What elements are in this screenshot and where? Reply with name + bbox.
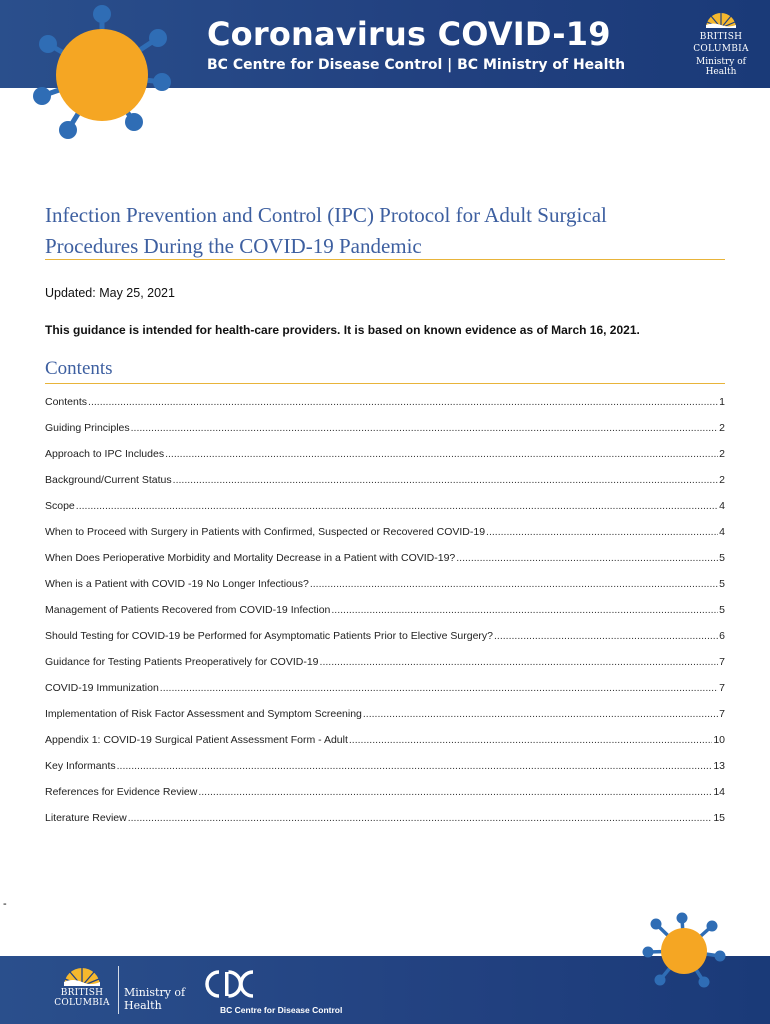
toc-leader xyxy=(331,604,718,616)
toc-page: 6 xyxy=(719,630,725,642)
toc-label[interactable]: Management of Patients Recovered from COVID-19 Infection xyxy=(45,604,331,616)
updated-date: Updated: May 25, 2021 xyxy=(45,286,175,300)
toc-page: 2 xyxy=(719,474,725,486)
toc-label[interactable]: Key Informants xyxy=(45,760,116,772)
toc-label[interactable]: Guidance for Testing Patients Preoperatively for COVID-19 xyxy=(45,656,319,668)
toc-page: 7 xyxy=(719,708,725,720)
toc-entry[interactable] xyxy=(45,604,725,630)
toc-label[interactable]: When is a Patient with COVID -19 No Longer Infectious? xyxy=(45,578,309,590)
toc-entry[interactable] xyxy=(45,734,725,760)
small-virus-icon xyxy=(636,906,736,988)
contents-heading: Contents xyxy=(45,358,113,379)
toc-entry[interactable] xyxy=(45,552,725,578)
footer-ministry-line2: Health xyxy=(124,999,162,1012)
toc-label[interactable]: Background/Current Status xyxy=(45,474,172,486)
toc-leader xyxy=(76,500,718,512)
bc-logo-line1: BRITISH xyxy=(699,32,743,42)
footer-cdc-name: BC Centre for Disease Control xyxy=(220,1005,343,1015)
toc-page: 15 xyxy=(713,812,725,824)
toc-entry[interactable] xyxy=(45,656,725,682)
footer-bc-logo xyxy=(50,962,114,1018)
toc-label[interactable]: Should Testing for COVID-19 be Performed for Asymptomatic Patients Prior to Elective Surgery? xyxy=(45,630,494,642)
bc-sun-icon xyxy=(704,8,738,30)
footer-bc-line1: BRITISH xyxy=(60,988,104,998)
toc-label[interactable]: COVID-19 Immunization xyxy=(45,682,159,694)
toc-leader xyxy=(198,786,712,798)
bc-logo-line2: COLUMBIA xyxy=(693,44,749,54)
toc-page: 5 xyxy=(719,604,725,616)
toc-leader xyxy=(160,682,718,694)
header-title: Coronavirus COVID-19 xyxy=(207,15,611,53)
toc-entry[interactable] xyxy=(45,812,725,838)
toc-page: 1 xyxy=(719,396,725,408)
toc-label[interactable]: Literature Review xyxy=(45,812,127,824)
toc-page: 13 xyxy=(713,760,725,772)
toc-page: 14 xyxy=(713,786,725,798)
footer-ministry-line1: Ministry of xyxy=(124,986,186,999)
toc-label[interactable]: Contents xyxy=(45,396,88,408)
toc-entry[interactable] xyxy=(45,578,725,604)
toc-label[interactable]: Approach to IPC Includes xyxy=(45,448,165,460)
footer-ministry-of-health xyxy=(124,986,185,1012)
toc-entry[interactable] xyxy=(45,422,725,448)
title-divider xyxy=(45,259,725,260)
toc-leader xyxy=(88,396,718,408)
toc-page: 5 xyxy=(719,578,725,590)
toc-leader xyxy=(165,448,718,460)
toc-entry[interactable] xyxy=(45,760,725,786)
toc-entry[interactable] xyxy=(45,708,725,734)
toc-leader xyxy=(131,422,719,434)
toc-label[interactable]: Scope xyxy=(45,500,75,512)
toc-leader xyxy=(320,656,719,668)
table-of-contents xyxy=(45,396,725,838)
bc-government-logo xyxy=(686,8,756,84)
toc-label[interactable]: Implementation of Risk Factor Assessment and Symptom Screening xyxy=(45,708,362,720)
document-title xyxy=(45,200,725,262)
toc-leader xyxy=(117,760,713,772)
ministry-line2: Health xyxy=(705,67,737,77)
toc-page: 2 xyxy=(719,422,725,434)
toc-leader xyxy=(494,630,718,642)
toc-leader xyxy=(349,734,712,746)
footer-bc-sun-icon xyxy=(62,962,102,988)
toc-entry[interactable] xyxy=(45,526,725,552)
toc-leader xyxy=(173,474,719,486)
contents-divider xyxy=(45,383,725,384)
toc-page: 5 xyxy=(719,552,725,564)
footer-divider xyxy=(118,966,119,1014)
toc-label[interactable]: When Does Perioperative Morbidity and Mortality Decrease in a Patient with COVID-19? xyxy=(45,552,456,564)
toc-leader xyxy=(486,526,718,538)
document-title-line1: Infection Prevention and Control (IPC) Protocol for Adult Surgical xyxy=(45,203,607,227)
toc-entry[interactable] xyxy=(45,630,725,656)
toc-leader xyxy=(310,578,718,590)
ministry-line1: Ministry of xyxy=(695,57,746,67)
toc-label[interactable]: References for Evidence Review xyxy=(45,786,198,798)
toc-page: 10 xyxy=(713,734,725,746)
toc-page: 4 xyxy=(719,500,725,512)
toc-page: 2 xyxy=(719,448,725,460)
toc-label[interactable]: Guiding Principles xyxy=(45,422,130,434)
toc-entry[interactable] xyxy=(45,682,725,708)
guidance-statement: This guidance is intended for health-care providers. It is based on known evidence as of March 16, 2021. xyxy=(45,323,640,337)
stray-mark: - xyxy=(3,898,7,910)
footer-bc-line2: COLUMBIA xyxy=(54,998,110,1008)
virus-illustration-icon xyxy=(30,0,205,148)
toc-entry[interactable] xyxy=(45,448,725,474)
toc-page: 7 xyxy=(719,656,725,668)
toc-entry[interactable] xyxy=(45,474,725,500)
toc-entry[interactable] xyxy=(45,396,725,422)
toc-leader xyxy=(128,812,713,824)
toc-page: 7 xyxy=(719,682,725,694)
toc-leader xyxy=(456,552,718,564)
toc-page: 4 xyxy=(719,526,725,538)
document-title-line2: Procedures During the COVID-19 Pandemic xyxy=(45,234,422,258)
toc-entry[interactable] xyxy=(45,786,725,812)
toc-entry[interactable] xyxy=(45,500,725,526)
toc-label[interactable]: When to Proceed with Surgery in Patients with Confirmed, Suspected or Recovered COVID-19 xyxy=(45,526,486,538)
toc-leader xyxy=(363,708,718,720)
bccdc-logo-icon xyxy=(205,968,259,1000)
toc-label[interactable]: Appendix 1: COVID-19 Surgical Patient Assessment Form - Adult xyxy=(45,734,348,746)
header-subtitle: BC Centre for Disease Control | BC Ministry of Health xyxy=(207,57,626,73)
